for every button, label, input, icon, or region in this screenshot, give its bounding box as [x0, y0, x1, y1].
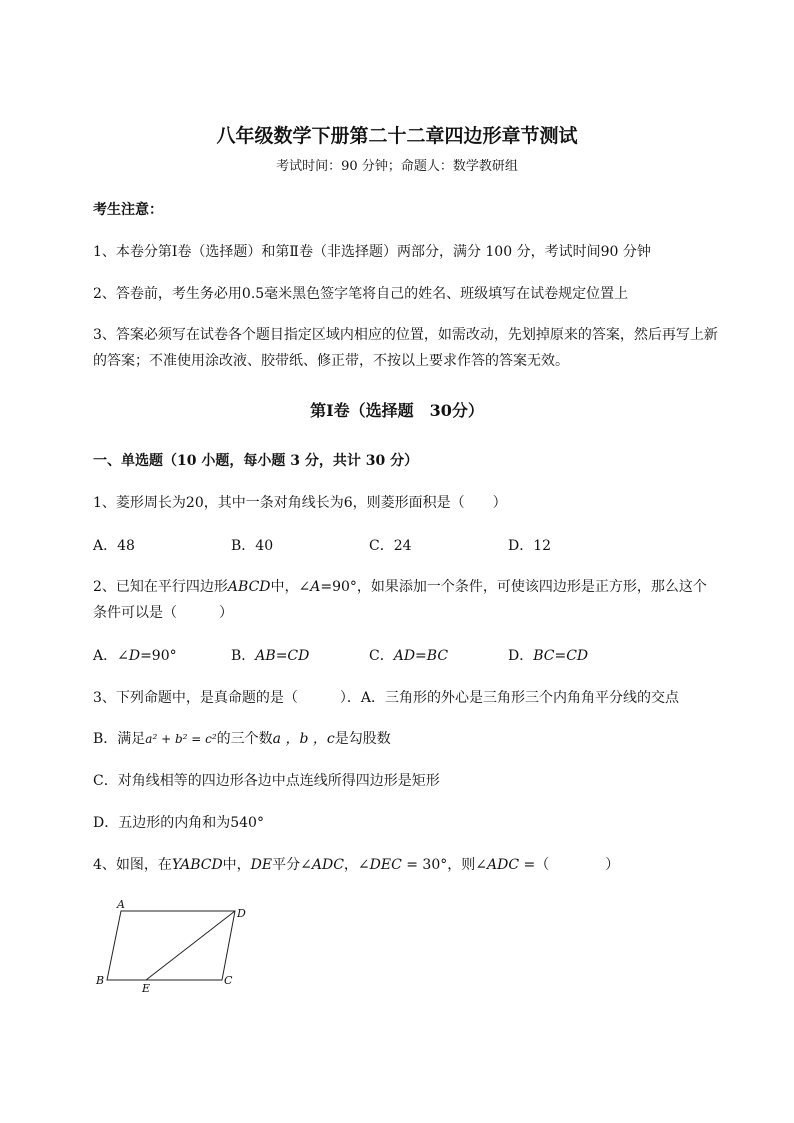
q3-option-b-vars: a ，b ，c: [272, 731, 335, 747]
q1-option-d: D．12: [508, 538, 552, 554]
q2-stem-line2: 条件可以是（ ）: [93, 605, 233, 621]
notice-item-2: 2、答卷前，考生务必用0.5毫米黑色签字笔将自己的姓名、班级填写在试卷规定位置上: [93, 286, 629, 302]
notice-heading: 考生注意：: [93, 202, 163, 218]
q1-option-b: B．40: [231, 538, 274, 554]
q3-stem: 3、下列命题中，是真命题的是（ ）．A．三角形的外心是三角形三个内角角平分线的交点: [93, 690, 680, 706]
q2-option-c: [369, 647, 448, 665]
q2-option-d-text: BC=CD: [533, 648, 589, 664]
q4-var-abcd: YABCD: [171, 857, 223, 873]
parallelogram-abcd: [107, 911, 235, 980]
q3-option-b-post: 是勾股数: [334, 731, 391, 747]
label-c: C: [224, 974, 233, 987]
q4-stem-k: =（ ）: [519, 857, 620, 873]
q2-stem-a: 2、已知在平行四边形: [93, 579, 228, 595]
q3-option-b-mid: 的三个数: [216, 731, 273, 747]
q2-var-abcd: ABCD: [227, 579, 271, 595]
notice-item-1: 1、本卷分第Ⅰ卷（选择题）和第Ⅱ卷（非选择题）两部分，满分 100 分，考试时间90 分钟: [93, 244, 651, 260]
label-a: A: [117, 898, 125, 911]
q2-option-d: [508, 647, 588, 665]
q4-stem-g: ，∠: [343, 857, 370, 873]
q1-option-a: A．48: [93, 538, 135, 554]
label-d: D: [237, 907, 246, 920]
q1-stem: 1、菱形周长为20，其中一条对角线长为6，则菱形面积是（ ）: [93, 495, 507, 511]
q4-var-adc: ADC: [311, 857, 344, 873]
q2-option-c-label: C．: [369, 648, 394, 664]
q2-option-d-label: D．: [508, 648, 534, 664]
q1-option-c: C．24: [369, 538, 412, 554]
label-b: B: [96, 974, 105, 987]
notice-item-3-cont: 的答案；不准使用涂改液、胶带纸、修正带，不按以上要求作答的答案无效。: [93, 353, 569, 369]
q2-var-a: A: [310, 579, 321, 595]
q2-option-a-val: =90°: [140, 648, 177, 664]
q2-option-a-label: A．∠: [93, 648, 129, 664]
exam-subtitle: 考试时间：90 分钟；命题人：数学教研组: [276, 159, 518, 174]
q2-option-b-label: B．: [231, 648, 256, 664]
q2-option-a-var: D: [128, 648, 141, 664]
q2-option-b: [231, 647, 309, 665]
q4-stem-e: 平分∠: [272, 857, 312, 873]
segment-de: [146, 911, 235, 980]
parallelogram-figure: [90, 896, 260, 996]
q4-stem: [93, 856, 619, 874]
q3-formula: a² + b² = c²: [145, 732, 217, 746]
q2-stem: [93, 578, 707, 596]
q2-stem-e: =90°，如果添加一个条件，可使该四边形是正方形，那么这个: [320, 579, 707, 595]
q4-stem-c: 中，: [222, 857, 251, 873]
q3-option-c: C．对角线相等的四边形各边中点连线所得四边形是矩形: [93, 773, 440, 789]
section-title: 第Ⅰ卷（选择题 30分）: [310, 401, 484, 420]
notice-item-3: 3、答案必须写在试卷各个题目指定区域内相应的位置，如需改动，先划掉原来的答案，然后再写上新: [93, 327, 718, 343]
q4-var-dec: DEC: [369, 857, 402, 873]
q2-option-b-text: AB=CD: [255, 648, 310, 664]
page-title: 八年级数学下册第二十二章四边形章节测试: [216, 125, 578, 147]
label-e: E: [142, 982, 151, 995]
q4-var-de: DE: [250, 857, 273, 873]
q3-option-d: D．五边形的内角和为540°: [93, 815, 264, 831]
q3-option-b: [93, 730, 391, 748]
q4-var-adc-2: ADC: [486, 857, 520, 873]
q4-stem-i: = 30°，则∠: [401, 857, 487, 873]
q4-stem-a: 4、如图，在: [93, 857, 172, 873]
q2-option-a: [93, 647, 177, 665]
q3-option-b-pre: B．满足: [93, 731, 146, 747]
q2-stem-c: 中，∠: [270, 579, 311, 595]
q2-option-c-text: AD=BC: [393, 648, 449, 664]
part-heading: 一、单选题（10 小题，每小题 3 分，共计 30 分）: [93, 453, 419, 469]
